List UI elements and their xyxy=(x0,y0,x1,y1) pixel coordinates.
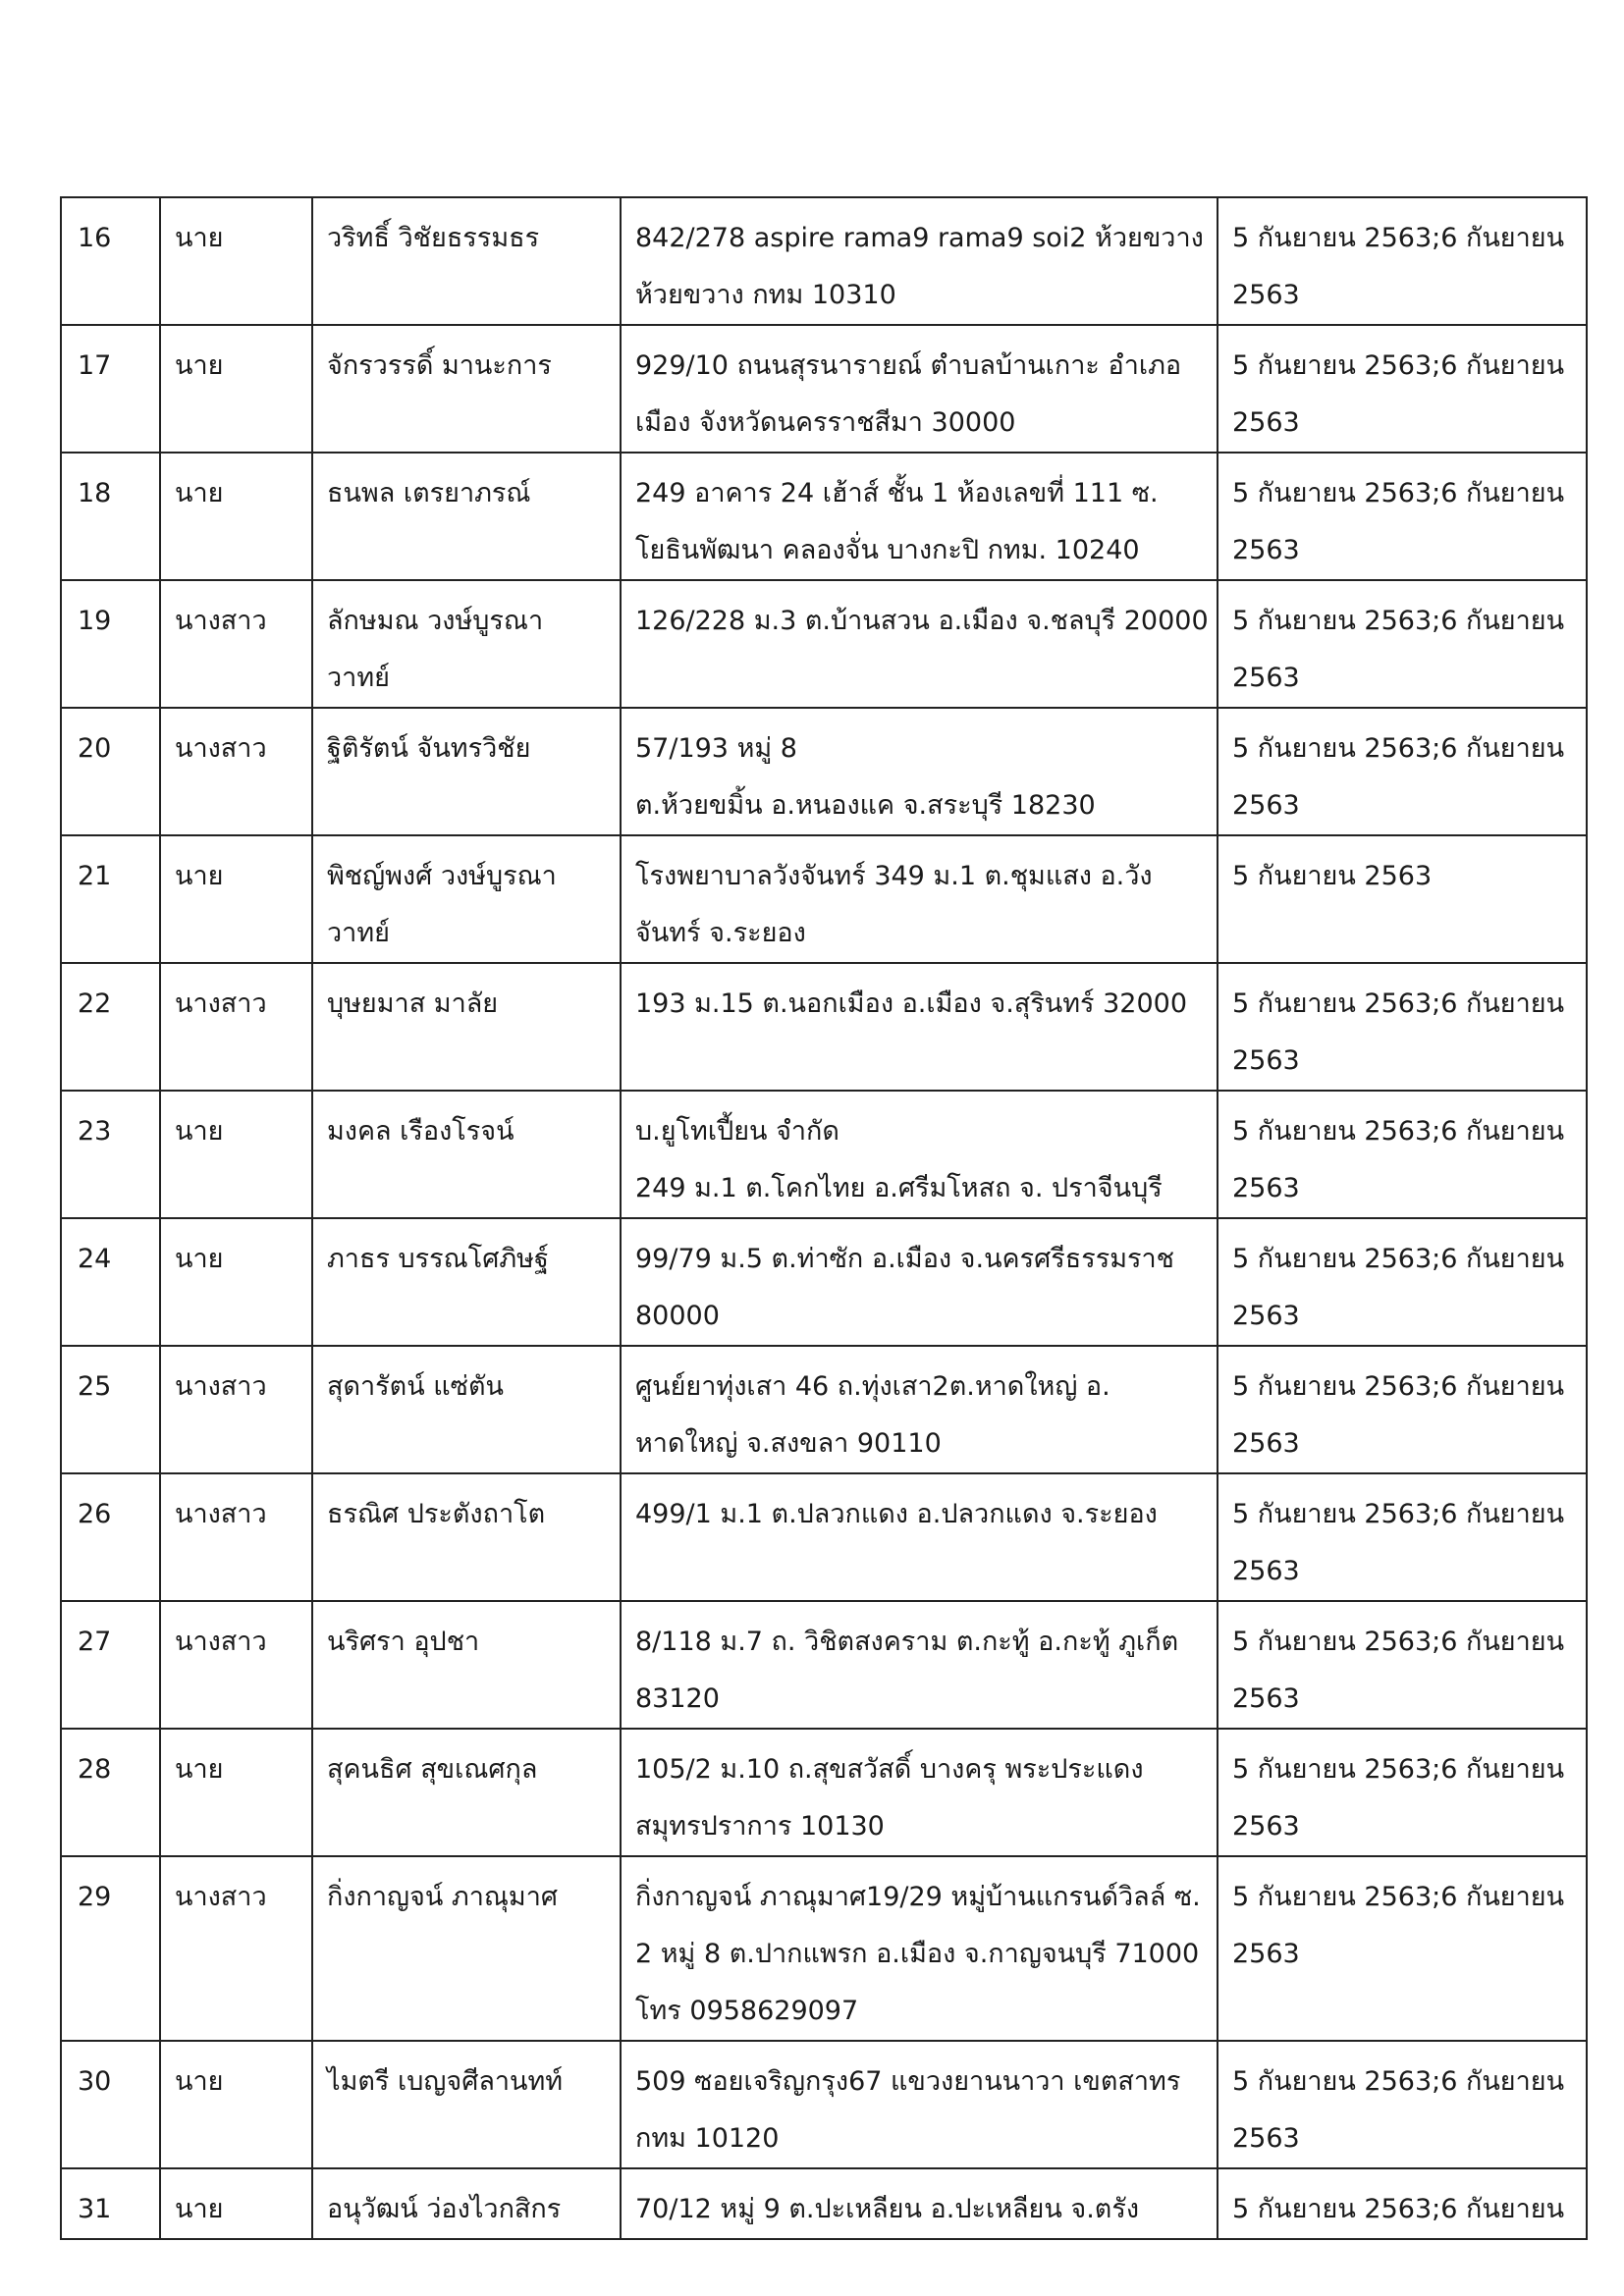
title-prefix: นาย xyxy=(175,2194,224,2224)
row-number: 23 xyxy=(78,1116,112,1147)
row-number-cell xyxy=(61,197,160,325)
full-name-line: กิ่งกาญจน์ ภาณุมาศ xyxy=(327,1882,559,1912)
dates-line: 5 กันยายน 2563;6 กันยายน xyxy=(1232,1116,1565,1147)
dates-line: 2563 xyxy=(1232,280,1300,310)
row-number: 30 xyxy=(78,2066,112,2097)
dates-cell xyxy=(1218,1856,1587,2041)
address-line: 249 ม.1 ต.โคกไทย อ.ศรีมโหสถ จ. ปราจีนบุรี xyxy=(635,1173,1163,1203)
table-row xyxy=(61,1856,1587,2041)
row-number: 22 xyxy=(78,988,112,1019)
dates-line: 5 กันยายน 2563;6 กันยายน xyxy=(1232,2194,1565,2224)
title-prefix: นาย xyxy=(175,2066,224,2097)
address-line: จันทร์ จ.ระยอง xyxy=(635,918,806,948)
table-row xyxy=(61,325,1587,453)
full-name-line: มงคล เรืองโรจน์ xyxy=(327,1116,514,1147)
title-prefix: นาย xyxy=(175,861,224,891)
address-line: บ.ยูโทเปี้ยน จำกัด xyxy=(635,1116,839,1147)
row-number: 17 xyxy=(78,350,112,381)
address-cell xyxy=(621,580,1218,708)
address-cell xyxy=(621,453,1218,580)
row-number-cell xyxy=(61,1729,160,1856)
table-row xyxy=(61,1473,1587,1601)
dates-cell xyxy=(1218,1091,1587,1218)
full-name-line: บุษยมาส มาลัย xyxy=(327,988,499,1019)
dates-line: 2563 xyxy=(1232,1045,1300,1076)
full-name-line: วริทธิ์ วิชัยธรรมธร xyxy=(327,223,540,253)
address-line: 57/193 หมู่ 8 xyxy=(635,733,797,764)
full-name-line: วาทย์ xyxy=(327,663,390,693)
full-name-line: จักรวรรดิ์ มานะการ xyxy=(327,350,552,381)
title-prefix: นาย xyxy=(175,350,224,381)
table-row xyxy=(61,453,1587,580)
table-row xyxy=(61,2041,1587,2168)
table-row xyxy=(61,835,1587,963)
dates-cell xyxy=(1218,1729,1587,1856)
dates-line: 5 กันยายน 2563;6 กันยายน xyxy=(1232,1754,1565,1785)
address-line: 99/79 ม.5 ต.ท่าซัก อ.เมือง จ.นครศรีธรรมราช xyxy=(635,1244,1175,1274)
address-line: โยธินพัฒนา คลองจั่น บางกะปิ กทม. 10240 xyxy=(635,535,1140,565)
title-prefix: นางสาว xyxy=(175,1882,267,1912)
title-prefix: นางสาว xyxy=(175,1371,267,1402)
address-line: 70/12 หมู่ 9 ต.ปะเหลียน อ.ปะเหลียน จ.ตรัง xyxy=(635,2194,1140,2224)
title-prefix-cell xyxy=(160,1346,312,1473)
full-name-line: ธนพล เตรยาภรณ์ xyxy=(327,478,531,508)
title-prefix: นาย xyxy=(175,478,224,508)
full-name-line: สุดารัตน์ แซ่ตัน xyxy=(327,1371,504,1402)
address-line: สมุทรปราการ 10130 xyxy=(635,1811,885,1842)
title-prefix-cell xyxy=(160,1473,312,1601)
full-name-cell xyxy=(312,1473,621,1601)
address-cell xyxy=(621,1346,1218,1473)
title-prefix: นาย xyxy=(175,223,224,253)
title-prefix-cell xyxy=(160,325,312,453)
dates-cell xyxy=(1218,708,1587,835)
title-prefix-cell xyxy=(160,708,312,835)
full-name-cell xyxy=(312,325,621,453)
full-name-cell xyxy=(312,197,621,325)
address-line: กทม 10120 xyxy=(635,2123,780,2154)
address-cell xyxy=(621,1601,1218,1729)
address-line: 509 ซอยเจริญกรุง67 แขวงยานนาวา เขตสาทร xyxy=(635,2066,1181,2097)
dates-cell xyxy=(1218,580,1587,708)
dates-line: 2563 xyxy=(1232,1556,1300,1586)
table-row xyxy=(61,2168,1587,2239)
title-prefix-cell xyxy=(160,453,312,580)
full-name-cell xyxy=(312,708,621,835)
dates-line: 5 กันยายน 2563;6 กันยายน xyxy=(1232,1371,1565,1402)
title-prefix-cell xyxy=(160,1729,312,1856)
title-prefix-cell xyxy=(160,1218,312,1346)
row-number: 31 xyxy=(78,2194,112,2224)
row-number: 27 xyxy=(78,1627,112,1657)
dates-cell xyxy=(1218,2041,1587,2168)
full-name-cell xyxy=(312,1729,621,1856)
dates-cell xyxy=(1218,453,1587,580)
dates-line: 5 กันยายน 2563;6 กันยายน xyxy=(1232,1627,1565,1657)
address-cell xyxy=(621,2041,1218,2168)
dates-line: 2563 xyxy=(1232,535,1300,565)
full-name-cell xyxy=(312,2041,621,2168)
address-cell xyxy=(621,1473,1218,1601)
address-cell xyxy=(621,1856,1218,2041)
title-prefix-cell xyxy=(160,197,312,325)
address-line: ห้วยขวาง กทม 10310 xyxy=(635,280,896,310)
row-number: 21 xyxy=(78,861,112,891)
dates-cell xyxy=(1218,1601,1587,1729)
full-name-line: ภาธร บรรณโศภิษฐ์ xyxy=(327,1244,549,1274)
dates-line: 5 กันยายน 2563;6 กันยายน xyxy=(1232,478,1565,508)
title-prefix-cell xyxy=(160,963,312,1091)
address-cell xyxy=(621,1218,1218,1346)
full-name-cell xyxy=(312,835,621,963)
title-prefix-cell xyxy=(160,1091,312,1218)
dates-line: 2563 xyxy=(1232,1939,1300,1969)
title-prefix-cell xyxy=(160,1856,312,2041)
dates-line: 5 กันยายน 2563;6 กันยายน xyxy=(1232,733,1565,764)
dates-line: 2563 xyxy=(1232,2123,1300,2154)
dates-cell xyxy=(1218,2168,1587,2239)
dates-line: 5 กันยายน 2563;6 กันยายน xyxy=(1232,223,1565,253)
dates-cell xyxy=(1218,1218,1587,1346)
row-number-cell xyxy=(61,453,160,580)
address-cell xyxy=(621,708,1218,835)
address-cell xyxy=(621,1091,1218,1218)
row-number: 19 xyxy=(78,606,112,636)
address-line: 499/1 ม.1 ต.ปลวกแดง อ.ปลวกแดง จ.ระยอง xyxy=(635,1499,1158,1529)
address-line: โรงพยาบาลวังจันทร์ 349 ม.1 ต.ชุมแสง อ.วัง xyxy=(635,861,1153,891)
dates-line: 5 กันยายน 2563;6 กันยายน xyxy=(1232,1499,1565,1529)
table-row xyxy=(61,1601,1587,1729)
table-row xyxy=(61,1729,1587,1856)
dates-line: 2563 xyxy=(1232,1428,1300,1459)
address-line: โทร 0958629097 xyxy=(635,1996,859,2026)
title-prefix-cell xyxy=(160,835,312,963)
address-line: หาดใหญ่ จ.สงขลา 90110 xyxy=(635,1428,942,1459)
row-number: 20 xyxy=(78,733,112,764)
dates-line: 5 กันยายน 2563;6 กันยายน xyxy=(1232,2066,1565,2097)
address-line: เมือง จังหวัดนครราชสีมา 30000 xyxy=(635,407,1016,438)
dates-line: 5 กันยายน 2563;6 กันยายน xyxy=(1232,1882,1565,1912)
row-number-cell xyxy=(61,1091,160,1218)
dates-line: 2563 xyxy=(1232,663,1300,693)
title-prefix: นางสาว xyxy=(175,733,267,764)
dates-line: 2563 xyxy=(1232,1173,1300,1203)
row-number-cell xyxy=(61,835,160,963)
table-body xyxy=(61,197,1587,2239)
full-name-line: ลักษมณ วงษ์บูรณา xyxy=(327,606,544,636)
address-line: 126/228 ม.3 ต.บ้านสวน อ.เมือง จ.ชลบุรี 20000 xyxy=(635,606,1209,636)
row-number-cell xyxy=(61,2168,160,2239)
title-prefix: นางสาว xyxy=(175,988,267,1019)
row-number-cell xyxy=(61,963,160,1091)
row-number: 26 xyxy=(78,1499,112,1529)
address-line: 105/2 ม.10 ถ.สุขสวัสดิ์ บางครุ พระประแดง xyxy=(635,1754,1144,1785)
address-line: กิ่งกาญจน์ ภาณุมาศ19/29 หมู่บ้านแกรนด์วิลล์ ซ. xyxy=(635,1882,1201,1912)
table-row xyxy=(61,963,1587,1091)
address-cell xyxy=(621,325,1218,453)
address-line: 83120 xyxy=(635,1683,720,1714)
row-number-cell xyxy=(61,325,160,453)
full-name-cell xyxy=(312,580,621,708)
dates-line: 2563 xyxy=(1232,407,1300,438)
title-prefix-cell xyxy=(160,580,312,708)
full-name-cell xyxy=(312,1346,621,1473)
row-number-cell xyxy=(61,1856,160,2041)
row-number: 18 xyxy=(78,478,112,508)
table-row xyxy=(61,708,1587,835)
table-row xyxy=(61,1218,1587,1346)
address-line: 2 หมู่ 8 ต.ปากแพรก อ.เมือง จ.กาญจนบุรี 71000 xyxy=(635,1939,1200,1969)
table-row xyxy=(61,580,1587,708)
row-number-cell xyxy=(61,1601,160,1729)
address-line: 249 อาคาร 24 เฮ้าส์ ชั้น 1 ห้องเลขที่ 111 ซ. xyxy=(635,478,1159,508)
row-number: 29 xyxy=(78,1882,112,1912)
full-name-cell xyxy=(312,2168,621,2239)
title-prefix: นางสาว xyxy=(175,1627,267,1657)
full-name-cell xyxy=(312,1091,621,1218)
dates-line: 2563 xyxy=(1232,1683,1300,1714)
address-line: 842/278 aspire rama9 rama9 soi2 ห้วยขวาง xyxy=(635,223,1204,253)
full-name-line: นริศรา อุปชา xyxy=(327,1627,480,1657)
full-name-cell xyxy=(312,1218,621,1346)
title-prefix-cell xyxy=(160,2041,312,2168)
dates-line: 5 กันยายน 2563;6 กันยายน xyxy=(1232,350,1565,381)
address-cell xyxy=(621,197,1218,325)
title-prefix: นางสาว xyxy=(175,1499,267,1529)
dates-cell xyxy=(1218,835,1587,963)
dates-cell xyxy=(1218,963,1587,1091)
registration-table xyxy=(60,196,1588,2240)
dates-line: 5 กันยายน 2563 xyxy=(1232,861,1433,891)
row-number-cell xyxy=(61,2041,160,2168)
row-number-cell xyxy=(61,1218,160,1346)
row-number: 16 xyxy=(78,223,112,253)
full-name-line: วาทย์ xyxy=(327,918,390,948)
address-line: 193 ม.15 ต.นอกเมือง อ.เมือง จ.สุรินทร์ 32000 xyxy=(635,988,1188,1019)
row-number-cell xyxy=(61,708,160,835)
full-name-line: สุคนธิศ สุขเณศกุล xyxy=(327,1754,538,1785)
address-line: 80000 xyxy=(635,1301,720,1331)
dates-cell xyxy=(1218,197,1587,325)
dates-line: 2563 xyxy=(1232,1301,1300,1331)
address-cell xyxy=(621,835,1218,963)
full-name-line: ธรณิศ ประตังถาโต xyxy=(327,1499,546,1529)
full-name-cell xyxy=(312,1601,621,1729)
full-name-cell xyxy=(312,453,621,580)
row-number: 24 xyxy=(78,1244,112,1274)
dates-cell xyxy=(1218,1473,1587,1601)
title-prefix-cell xyxy=(160,1601,312,1729)
table-row xyxy=(61,197,1587,325)
dates-line: 5 กันยายน 2563;6 กันยายน xyxy=(1232,606,1565,636)
title-prefix: นาย xyxy=(175,1754,224,1785)
title-prefix: นาย xyxy=(175,1116,224,1147)
title-prefix-cell xyxy=(160,2168,312,2239)
full-name-line: อนุวัฒน์ ว่องไวกสิกร xyxy=(327,2194,562,2224)
full-name-line: ฐิติรัตน์ จันทรวิชัย xyxy=(327,733,531,764)
dates-cell xyxy=(1218,325,1587,453)
row-number-cell xyxy=(61,580,160,708)
address-cell xyxy=(621,963,1218,1091)
address-line: 929/10 ถนนสุรนารายณ์ ตำบลบ้านเกาะ อำเภอ xyxy=(635,350,1182,381)
address-cell xyxy=(621,1729,1218,1856)
address-cell xyxy=(621,2168,1218,2239)
row-number: 28 xyxy=(78,1754,112,1785)
title-prefix: นาย xyxy=(175,1244,224,1274)
full-name-cell xyxy=(312,1856,621,2041)
row-number-cell xyxy=(61,1346,160,1473)
row-number-cell xyxy=(61,1473,160,1601)
dates-line: 5 กันยายน 2563;6 กันยายน xyxy=(1232,988,1565,1019)
address-line: ศูนย์ยาทุ่งเสา 46 ถ.ทุ่งเสา2ต.หาดใหญ่ อ. xyxy=(635,1371,1110,1402)
dates-cell xyxy=(1218,1346,1587,1473)
full-name-cell xyxy=(312,963,621,1091)
address-line: 8/118 ม.7 ถ. วิชิตสงคราม ต.กะทู้ อ.กะทู้ ภูเก็ต xyxy=(635,1627,1179,1657)
dates-line: 2563 xyxy=(1232,1811,1300,1842)
table-row xyxy=(61,1091,1587,1218)
full-name-line: ไมตรี เบญจศีลานทท์ xyxy=(327,2066,564,2097)
dates-line: 2563 xyxy=(1232,790,1300,821)
table-row xyxy=(61,1346,1587,1473)
address-line: ต.ห้วยขมิ้น อ.หนองแค จ.สระบุรี 18230 xyxy=(635,790,1096,821)
row-number: 25 xyxy=(78,1371,112,1402)
full-name-line: พิชญ์พงศ์ วงษ์บูรณา xyxy=(327,861,557,891)
dates-line: 5 กันยายน 2563;6 กันยายน xyxy=(1232,1244,1565,1274)
title-prefix: นางสาว xyxy=(175,606,267,636)
